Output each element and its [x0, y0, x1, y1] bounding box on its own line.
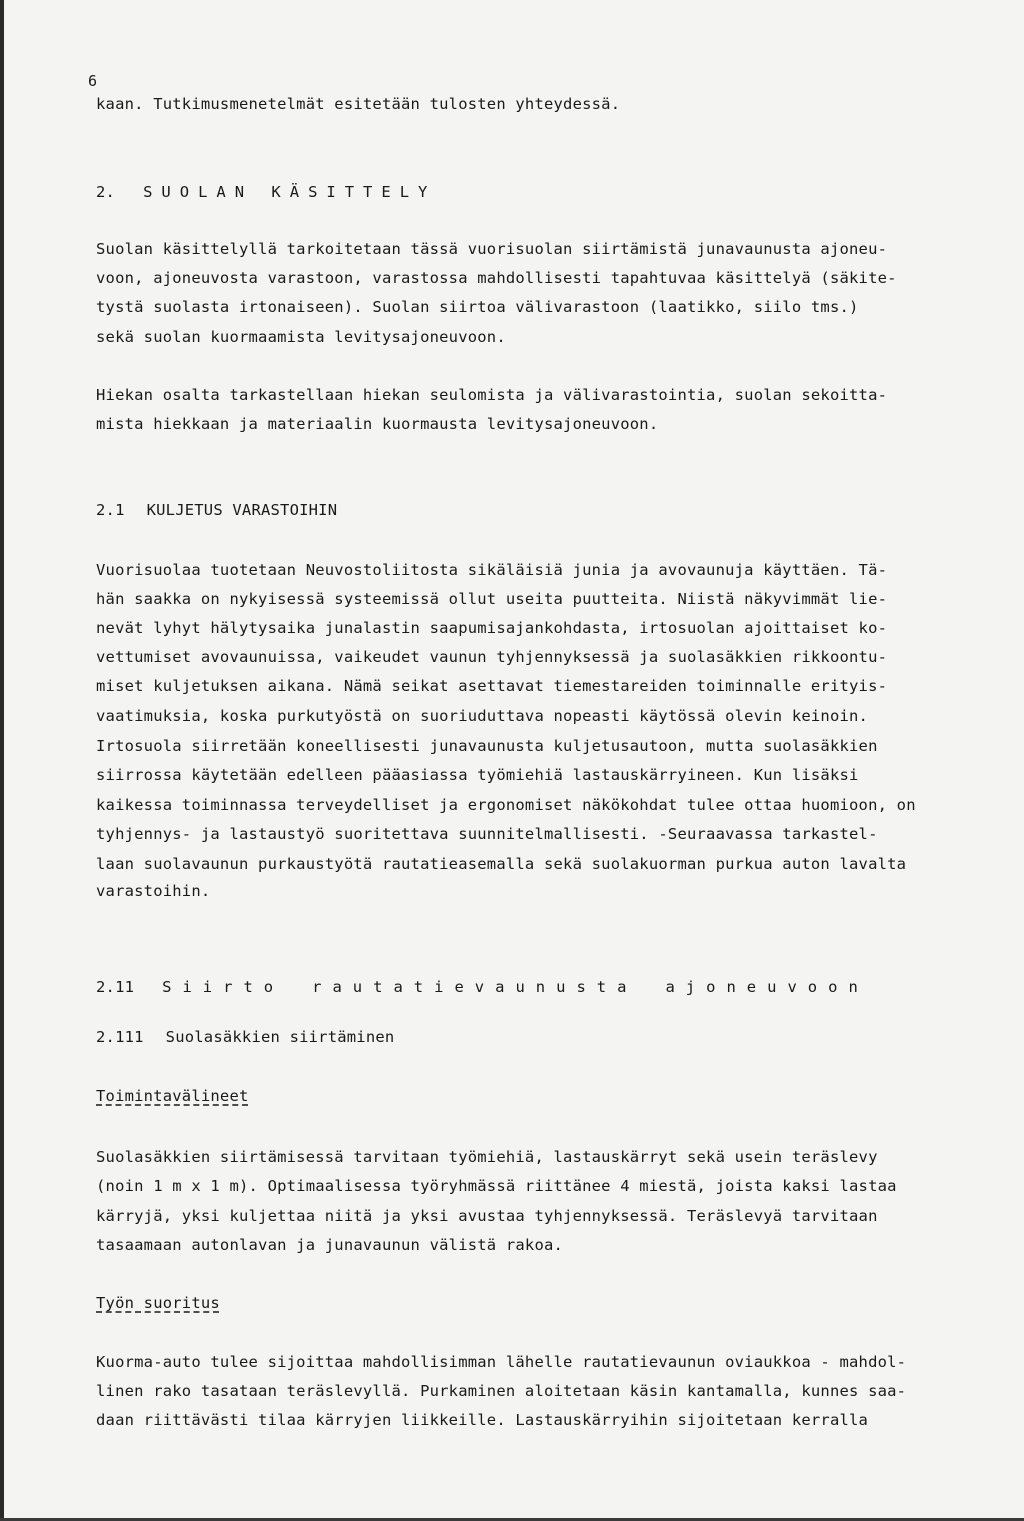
paragraph-line: Hiekan osalta tarkastellaan hiekan seulomista ja välivarastointia, suolan sekoitta- — [96, 386, 888, 404]
paragraph-line: kaikessa toiminnassa terveydelliset ja ergonomiset näkökohdat tulee ottaa huomioon, on — [96, 796, 916, 814]
section-number: 2. — [96, 183, 116, 201]
subheading-tools: Toimintavälineet — [96, 1087, 249, 1105]
paragraph-line: voon, ajoneuvosta varastoon, varastossa mahdollisesti tapahtuvaa käsittelyä (säkite- — [96, 269, 897, 287]
paragraph-line: daan riittävästi tilaa kärryjen liikkeille. Lastauskärryihin sijoitetaan kerralla — [96, 1411, 869, 1429]
section-2-heading — [96, 182, 436, 202]
scan-edge-left — [0, 0, 4, 1521]
paragraph-line: siirrossa käytetään edelleen pääasiassa työmiehiä lastauskärryineen. Kun lisäksi — [96, 766, 859, 784]
paragraph-line: vaatimuksia, koska purkutyöstä on suoriuduttava nopeasti käytössä olevin keinoin. — [96, 707, 869, 725]
paragraph-line: laan suolavaunun purkaustyötä rautatieasemalla sekä suolakuorman purkua auton lavalta — [96, 855, 907, 873]
paragraph-line: kärryjä, yksi kuljettaa niitä ja yksi avustaa tyhjennyksessä. Teräslevyä tarvitaan — [96, 1207, 878, 1225]
section-title-word: rautatievaunusta — [312, 978, 638, 996]
paragraph-line: nevät lyhyt hälytysaika junalastin saapumisajankohdasta, irtosuolan ajoittaiset ko- — [96, 619, 888, 637]
paragraph-line: vettumiset avovaunuissa, vaikeudet vaunun tyhjennyksessä ja suolasäkkien rikkoontu- — [96, 648, 888, 666]
section-title: SUOLAN KÄSITTELY — [143, 183, 437, 201]
paragraph-line: linen rako tasataan teräslevyllä. Purkaminen aloitetaan käsin kantamalla, kunnes saa- — [96, 1382, 907, 1400]
section-number: 2.111 — [96, 1028, 144, 1046]
paragraph-line: tasaamaan autonlavan ja junavaunun välistä rakoa. — [96, 1236, 564, 1254]
section-2-1-heading — [96, 500, 337, 520]
paragraph-line: mista hiekkaan ja materiaalin kuormausta levitysajoneuvoon. — [96, 415, 659, 433]
section-2-11-heading — [96, 977, 869, 997]
paragraph-line: Irtosuola siirretään koneellisesti junavaunusta kuljetusautoon, mutta suolasäkkien — [96, 737, 878, 755]
paragraph-line: Suolan käsittelyllä tarkoitetaan tässä vuorisuolan siirtämistä junavaunusta ajoneu- — [96, 240, 888, 258]
paragraph-line: miset kuljetuksen aikana. Nämä seikat asettavat tiemestareiden toiminnalle erityis- — [96, 677, 888, 695]
paragraph-line: varastoihin. — [96, 882, 211, 900]
intro-line: kaan. Tutkimusmenetelmät esitetään tulosten yhteydessä. — [96, 95, 621, 113]
section-title: Suolasäkkien siirtäminen — [165, 1028, 395, 1046]
paragraph-line: hän saakka on nykyisessä systeemissä ollut useita puutteita. Niistä näkyvimmät lie- — [96, 590, 888, 608]
paragraph-line: (noin 1 m x 1 m). Optimaalisessa työryhmässä riittänee 4 miestä, joista kaksi lastaa — [96, 1177, 897, 1195]
paragraph-line: Kuorma-auto tulee sijoittaa mahdollisimman lähelle rautatievaunun oviaukkoa - mahdol- — [96, 1353, 907, 1371]
paragraph-line: tystä suolasta irtonaiseen). Suolan siirtoa välivarastoon (laatikko, siilo tms.) — [96, 298, 859, 316]
section-title-word: ajoneuvoon — [665, 978, 869, 996]
section-title: KULJETUS VARASTOIHIN — [146, 501, 338, 519]
page-number: 6 — [88, 72, 98, 90]
section-2-111-heading — [96, 1027, 394, 1047]
paragraph-line: Vuorisuolaa tuotetaan Neuvostoliitosta sikäläisiä junia ja avovaunuja käyttäen. Tä- — [96, 561, 888, 579]
subheading-work: Työn suoritus — [96, 1294, 220, 1312]
paragraph-line: tyhjennys- ja lastaustyö suoritettava suunnitelmallisesti. -Seuraavassa tarkastel- — [96, 825, 878, 843]
section-number: 2.11 — [96, 978, 135, 996]
paragraph-line: sekä suolan kuormaamista levitysajoneuvoon. — [96, 328, 506, 346]
section-title-word: Siirto — [162, 978, 285, 996]
paragraph-line: Suolasäkkien siirtämisessä tarvitaan työmiehiä, lastauskärryt sekä usein teräslevy — [96, 1148, 878, 1166]
section-number: 2.1 — [96, 501, 125, 519]
